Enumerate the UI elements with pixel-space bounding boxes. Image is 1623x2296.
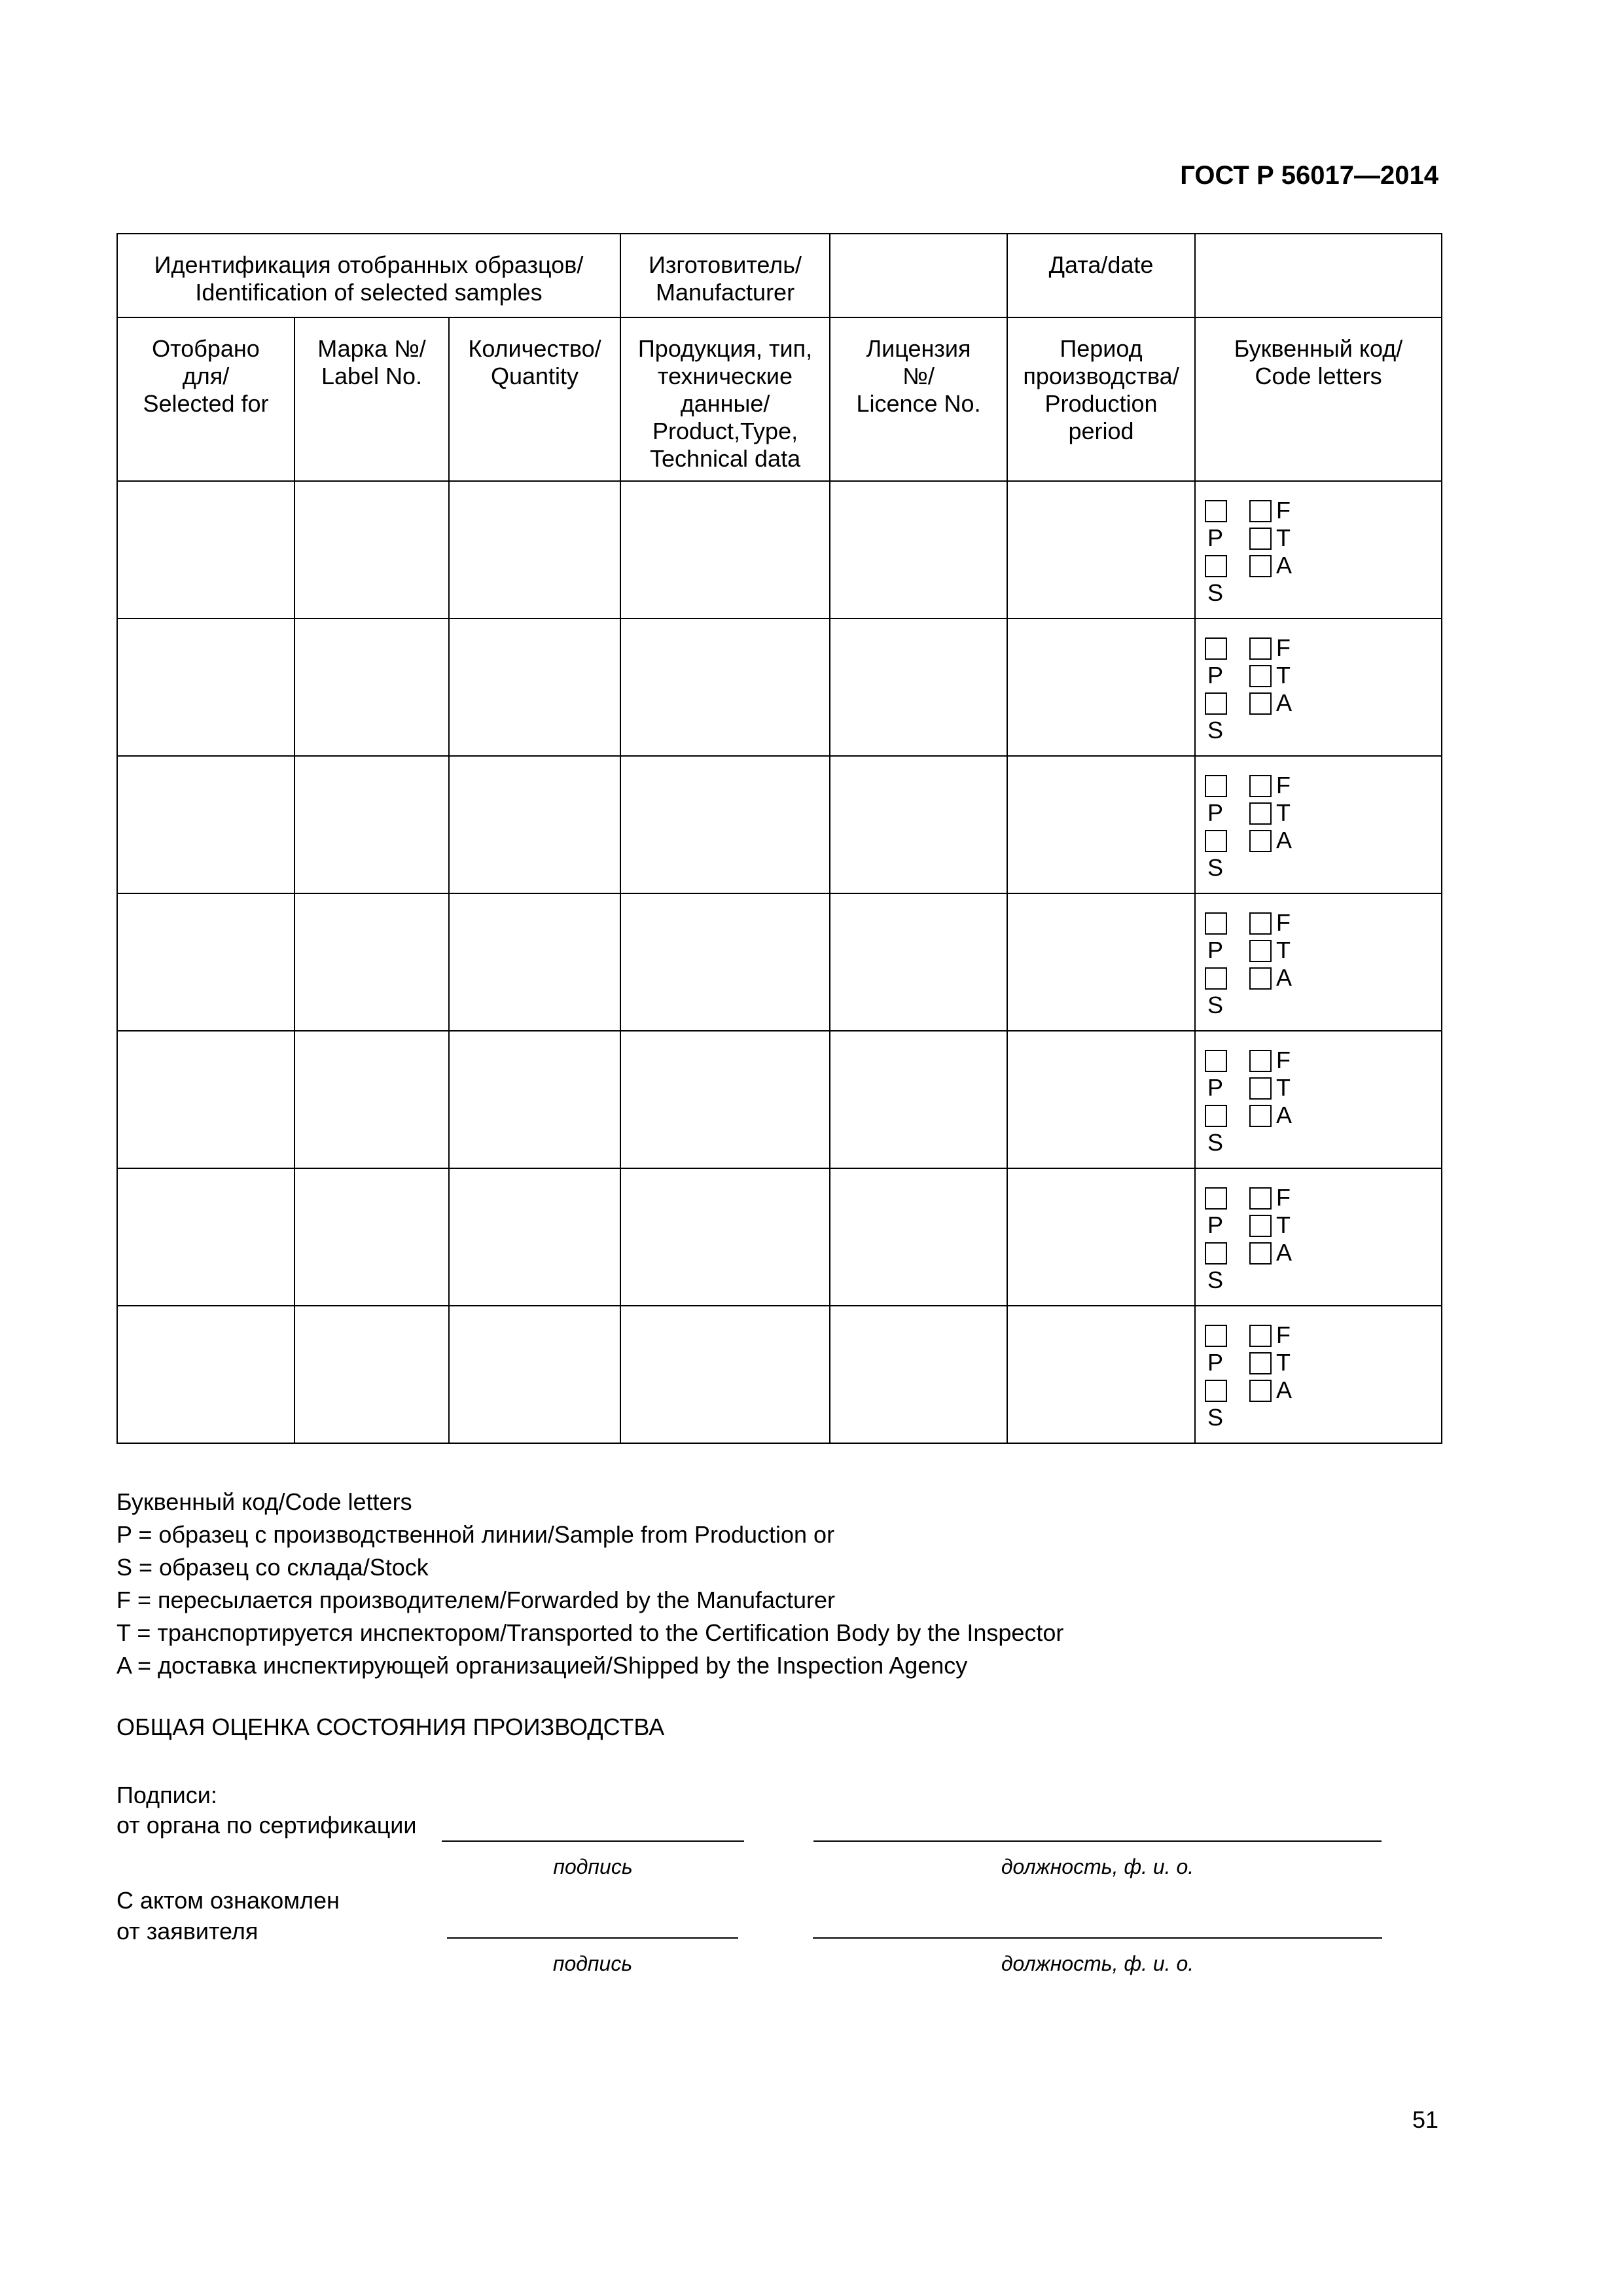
table-header-row-2 — [117, 317, 1442, 481]
empty-cell[interactable] — [294, 619, 449, 756]
checkbox-a[interactable] — [1249, 1242, 1272, 1265]
checkbox-p[interactable] — [1205, 912, 1227, 935]
empty-cell[interactable] — [294, 481, 449, 619]
empty-cell[interactable] — [449, 893, 620, 1031]
letter-f: F — [1276, 634, 1291, 661]
letter-a: A — [1276, 827, 1293, 853]
empty-cell[interactable] — [830, 893, 1007, 1031]
empty-cell[interactable] — [830, 1306, 1007, 1443]
letter-s: S — [1207, 1129, 1224, 1156]
letter-p: P — [1207, 937, 1224, 963]
selected-for-header: Отобрано для/ Selected for — [117, 317, 294, 481]
letter-t: T — [1276, 799, 1291, 826]
letter-s: S — [1207, 579, 1224, 606]
document-code: ГОСТ Р 56017—2014 — [1180, 161, 1438, 190]
checkbox-s[interactable] — [1205, 1105, 1227, 1127]
letter-t: T — [1276, 524, 1291, 551]
letter-a: A — [1276, 1102, 1293, 1128]
empty-cell[interactable] — [620, 756, 830, 893]
code-letters-cell — [1195, 756, 1442, 893]
table-row — [117, 481, 1442, 619]
table-row — [117, 1168, 1442, 1306]
code-letters-legend — [116, 1486, 1063, 1682]
checkbox-f[interactable] — [1249, 1325, 1272, 1347]
cert-position-caption: должность, ф. и. о. — [1001, 1855, 1194, 1878]
legend-s: S = образец со склада/Stock — [116, 1554, 429, 1581]
empty-cell[interactable] — [830, 756, 1007, 893]
empty-cell[interactable] — [294, 1031, 449, 1168]
checkbox-a[interactable] — [1249, 1105, 1272, 1127]
empty-cell[interactable] — [294, 1306, 449, 1443]
empty-cell[interactable] — [294, 893, 449, 1031]
letter-p: P — [1207, 524, 1224, 551]
checkbox-f[interactable] — [1249, 1187, 1272, 1210]
legend-t: T = транспортируется инспектором/Transported to the Certification Body by the Inspector — [116, 1619, 1064, 1646]
empty-cell[interactable] — [117, 756, 294, 893]
empty-cell[interactable] — [294, 756, 449, 893]
checkbox-s[interactable] — [1205, 692, 1227, 715]
empty-cell[interactable] — [620, 1168, 830, 1306]
empty-cell[interactable] — [830, 1168, 1007, 1306]
empty-cell[interactable] — [1007, 481, 1195, 619]
cert-signature-caption: подпись — [553, 1855, 633, 1878]
letter-p: P — [1207, 1349, 1224, 1376]
letter-p: P — [1207, 1211, 1224, 1238]
checkbox-f[interactable] — [1249, 1050, 1272, 1072]
letter-f: F — [1276, 497, 1291, 524]
empty-cell[interactable] — [449, 481, 620, 619]
applicant-label: от заявителя — [116, 1918, 259, 1945]
table-row — [117, 1031, 1442, 1168]
empty-cell[interactable] — [1007, 893, 1195, 1031]
cert-position-line[interactable] — [813, 1840, 1382, 1842]
checkbox-t[interactable] — [1249, 1077, 1272, 1100]
empty-cell[interactable] — [449, 1031, 620, 1168]
checkbox-p[interactable] — [1205, 1325, 1227, 1347]
letter-a: A — [1276, 1239, 1293, 1266]
code-letters-cell — [1195, 893, 1442, 1031]
checkbox-s[interactable] — [1205, 555, 1227, 577]
acquainted-label: С актом ознакомлен — [116, 1887, 340, 1914]
checkbox-p[interactable] — [1205, 775, 1227, 797]
letter-f: F — [1276, 1184, 1291, 1211]
letter-s: S — [1207, 854, 1224, 881]
empty-cell[interactable] — [620, 893, 830, 1031]
empty-cell[interactable] — [1007, 1168, 1195, 1306]
code-letters-cell — [1195, 1306, 1442, 1443]
empty-cell[interactable] — [449, 756, 620, 893]
checkbox-s[interactable] — [1205, 967, 1227, 990]
empty-cell[interactable] — [1007, 1031, 1195, 1168]
product-header: Продукция, тип, технические данные/ Product,Type, Technical data — [620, 317, 830, 481]
empty-cell[interactable] — [1007, 756, 1195, 893]
applicant-position-line[interactable] — [813, 1937, 1382, 1939]
letter-t: T — [1276, 1211, 1291, 1238]
quantity-header: Количество/ Quantity — [449, 317, 620, 481]
licence-header: Лицензия №/ Licence No. — [830, 317, 1007, 481]
letter-p: P — [1207, 1074, 1224, 1101]
overall-assessment-heading: ОБЩАЯ ОЦЕНКА СОСТОЯНИЯ ПРОИЗВОДСТВА — [116, 1713, 665, 1740]
letter-s: S — [1207, 1404, 1224, 1431]
cert-body-label: от органа по сертификации — [116, 1812, 417, 1839]
manufacturer-header: Изготовитель/ Manufacturer — [620, 234, 830, 317]
applicant-signature-caption: подпись — [552, 1952, 633, 1975]
table-row — [117, 756, 1442, 893]
legend-f: F = пересылается производителем/Forwarded by the Manufacturer — [116, 1587, 836, 1613]
empty-cell[interactable] — [117, 893, 294, 1031]
letter-s: S — [1207, 992, 1224, 1018]
code-letters-cell — [1195, 619, 1442, 756]
checkbox-f[interactable] — [1249, 775, 1272, 797]
legend-a: A = доставка инспектирующей организацией/Shipped by the Inspection Agency — [116, 1652, 968, 1679]
empty-cell[interactable] — [449, 1306, 620, 1443]
letter-a: A — [1276, 964, 1293, 991]
letter-a: A — [1276, 1376, 1293, 1403]
checkbox-t[interactable] — [1249, 1215, 1272, 1237]
empty-cell[interactable] — [117, 1306, 294, 1443]
checkbox-a[interactable] — [1249, 1380, 1272, 1402]
signatures-title: Подписи: — [116, 1782, 217, 1808]
empty-cell[interactable] — [294, 1168, 449, 1306]
identification-header: Идентификация отобранных образцов/ Identification of selected samples — [117, 234, 620, 317]
label-no-header: Марка №/ Label No. — [294, 317, 449, 481]
table-row — [117, 619, 1442, 756]
letter-s: S — [1207, 717, 1224, 744]
empty-cell[interactable] — [117, 1031, 294, 1168]
letter-a: A — [1276, 689, 1293, 716]
empty-cell[interactable] — [830, 1031, 1007, 1168]
checkbox-s[interactable] — [1205, 830, 1227, 852]
checkbox-a[interactable] — [1249, 692, 1272, 715]
checkbox-p[interactable] — [1205, 1050, 1227, 1072]
letter-f: F — [1276, 1321, 1291, 1348]
letter-t: T — [1276, 1349, 1291, 1376]
letter-t: T — [1276, 662, 1291, 689]
page-number: 51 — [1412, 2106, 1438, 2133]
checkbox-a[interactable] — [1249, 830, 1272, 852]
applicant-position-caption: должность, ф. и. о. — [1001, 1952, 1194, 1975]
period-header: Период производства/ Production period — [1007, 317, 1195, 481]
legend-title: Буквенный код/Code letters — [116, 1488, 412, 1515]
checkbox-s[interactable] — [1205, 1380, 1227, 1402]
empty-cell[interactable] — [1007, 1306, 1195, 1443]
code-letters-header: Буквенный код/ Code letters — [1195, 317, 1442, 481]
empty-cell[interactable] — [620, 481, 830, 619]
legend-p: P = образец с производственной линии/Sample from Production or — [116, 1521, 835, 1548]
checkbox-f[interactable] — [1249, 637, 1272, 660]
checkbox-p[interactable] — [1205, 500, 1227, 522]
blank-header — [830, 234, 1007, 317]
code-letters-cell — [1195, 1168, 1442, 1306]
code-letters-cell — [1195, 481, 1442, 619]
checkbox-p[interactable] — [1205, 1187, 1227, 1210]
empty-cell[interactable] — [620, 1306, 830, 1443]
empty-cell[interactable] — [449, 1168, 620, 1306]
code-letters-cell — [1195, 1031, 1442, 1168]
letter-f: F — [1276, 772, 1291, 798]
letter-f: F — [1276, 1047, 1291, 1073]
empty-cell[interactable] — [1007, 619, 1195, 756]
empty-cell[interactable] — [449, 619, 620, 756]
checkbox-p[interactable] — [1205, 637, 1227, 660]
checkbox-a[interactable] — [1249, 967, 1272, 990]
checkbox-t[interactable] — [1249, 665, 1272, 687]
cert-signature-line[interactable] — [442, 1840, 744, 1842]
blank-header-2 — [1195, 234, 1442, 317]
checkbox-t[interactable] — [1249, 940, 1272, 962]
checkbox-t[interactable] — [1249, 802, 1272, 825]
letter-t: T — [1276, 1074, 1291, 1101]
empty-cell[interactable] — [117, 619, 294, 756]
table-header-row-1 — [117, 234, 1442, 317]
empty-cell[interactable] — [830, 619, 1007, 756]
checkbox-t[interactable] — [1249, 1352, 1272, 1374]
checkbox-f[interactable] — [1249, 912, 1272, 935]
letter-s: S — [1207, 1266, 1224, 1293]
empty-cell[interactable] — [620, 619, 830, 756]
checkbox-f[interactable] — [1249, 500, 1272, 522]
letter-t: T — [1276, 937, 1291, 963]
checkbox-s[interactable] — [1205, 1242, 1227, 1265]
letter-p: P — [1207, 799, 1224, 826]
empty-cell[interactable] — [117, 1168, 294, 1306]
samples-table — [116, 233, 1442, 1444]
empty-cell[interactable] — [117, 481, 294, 619]
table-row — [117, 1306, 1442, 1443]
applicant-signature-line[interactable] — [447, 1937, 738, 1939]
empty-cell[interactable] — [830, 481, 1007, 619]
checkbox-a[interactable] — [1249, 555, 1272, 577]
table-row — [117, 893, 1442, 1031]
letter-a: A — [1276, 552, 1293, 579]
empty-cell[interactable] — [620, 1031, 830, 1168]
date-header: Дата/date — [1007, 234, 1195, 317]
checkbox-t[interactable] — [1249, 528, 1272, 550]
letter-f: F — [1276, 909, 1291, 936]
letter-p: P — [1207, 662, 1224, 689]
